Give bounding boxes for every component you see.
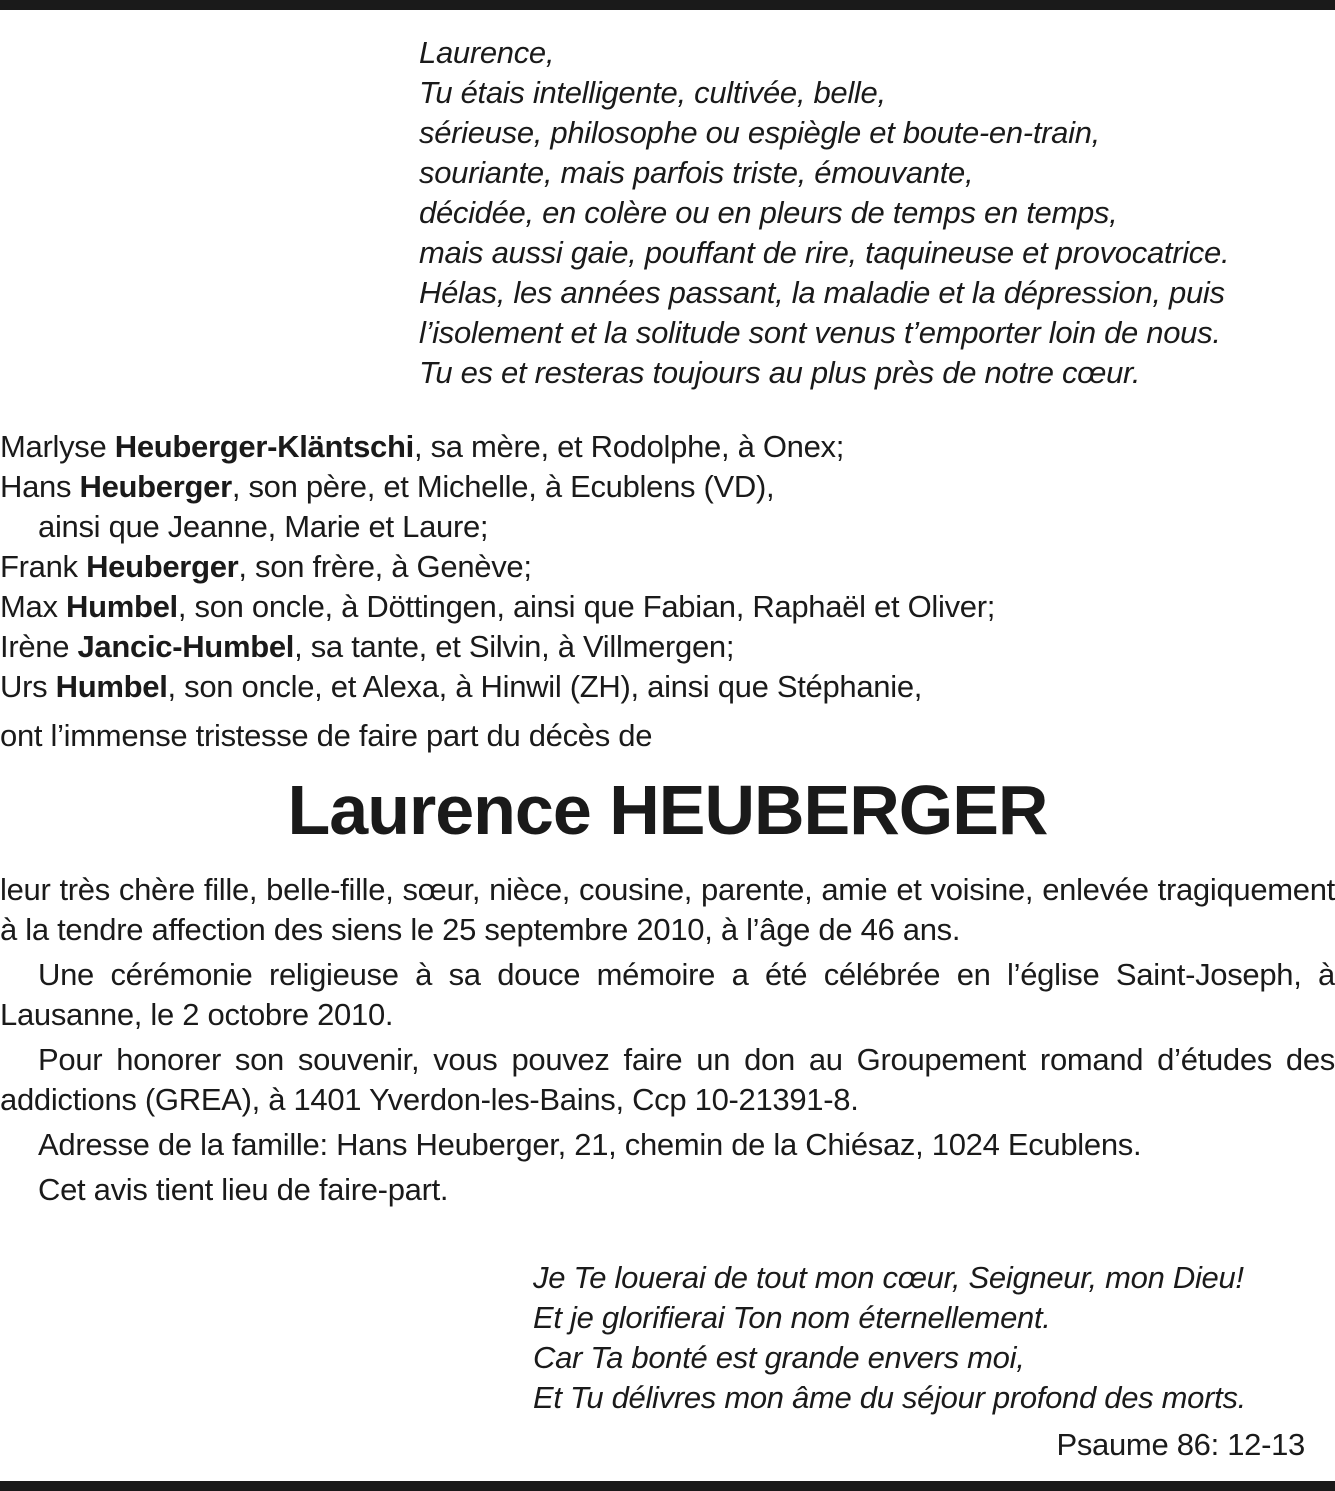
poem-line: l’isolement et la solitude sont venus t’emporter loin de nous. (419, 315, 1221, 350)
poem-line: Tu es et resteras toujours au plus près de notre cœur. (419, 355, 1141, 390)
relation: , son oncle, et Alexa, à Hinwil (ZH), ainsi que Stéphanie, (167, 669, 923, 704)
poem-line: sérieuse, philosophe ou espiègle et boute-en-train, (419, 115, 1100, 150)
relation: , son père, et Michelle, à Ecublens (VD), (231, 469, 775, 504)
poem-line: Hélas, les années passant, la maladie et la dépression, puis (419, 275, 1225, 310)
relation: , son frère, à Genève; (238, 549, 532, 584)
relation: , son oncle, à Döttingen, ainsi que Fabian, Raphaël et Oliver; (177, 589, 996, 624)
surname: Heuberger (86, 549, 239, 584)
paragraph-ceremony: Une cérémonie religieuse à sa douce mémoire a été célébrée en l’église Saint-Joseph, à Lausanne, le 2 octobre 2010. (0, 957, 1335, 1032)
family-member (0, 627, 995, 667)
relation: , sa mère, et Rodolphe, à Onex; (413, 429, 845, 464)
family-member (0, 667, 995, 707)
poem-line: mais aussi gaie, pouffant de rire, taquineuse et provocatrice. (419, 235, 1230, 270)
surname: Humbel (65, 589, 178, 624)
family-member (0, 587, 995, 627)
psalm-line: Car Ta bonté est grande envers moi, (533, 1340, 1025, 1375)
first-name: Urs (0, 669, 56, 704)
poem-line: Laurence, (419, 35, 555, 70)
family-member (0, 427, 995, 467)
first-name: Marlyse (0, 429, 115, 464)
obituary-body (0, 870, 1335, 1215)
first-name: Hans (0, 469, 80, 504)
family-list (0, 427, 995, 707)
surname: Heuberger (79, 469, 232, 504)
bottom-border-rule (0, 1481, 1335, 1491)
surname: Heuberger-Kläntschi (114, 429, 414, 464)
family-member-continuation: ainsi que Jeanne, Marie et Laure; (38, 509, 489, 544)
surname: Humbel (55, 669, 168, 704)
top-border-rule (0, 0, 1335, 10)
psalm-line: Je Te louerai de tout mon cœur, Seigneur, mon Dieu! (533, 1260, 1244, 1295)
psalm-line: Et je glorifierai Ton nom éternellement. (533, 1300, 1051, 1335)
paragraph-relationship: leur très chère fille, belle-fille, sœur, nièce, cousine, parente, amie et voisine, enlevée tragiquement à la tendre affection des siens le 25 septembre 2010, à l’âge de 46 ans. (0, 872, 1335, 947)
paragraph-notice: Cet avis tient lieu de faire-part. (38, 1172, 449, 1207)
relation: , sa tante, et Silvin, à Villmergen; (294, 629, 735, 664)
deceased-name: Laurence HEUBERGER (287, 771, 1048, 849)
paragraph-donation: Pour honorer son souvenir, vous pouvez faire un don au Groupement romand d’études des addictions (GREA), à 1401 Yverdon-les-Bains, Ccp 10-21391-8. (0, 1042, 1335, 1117)
surname: Jancic-Humbel (77, 629, 295, 664)
psalm-line: Et Tu délivres mon âme du séjour profond des morts. (533, 1380, 1246, 1415)
opening-poem (419, 33, 1229, 393)
first-name: Irène (0, 629, 78, 664)
family-member (0, 547, 995, 587)
poem-line: souriante, mais parfois triste, émouvante, (419, 155, 974, 190)
poem-line: décidée, en colère ou en pleurs de temps en temps, (419, 195, 1118, 230)
psalm-reference: Psaume 86: 12-13 (1056, 1427, 1305, 1462)
first-name: Max (0, 589, 66, 624)
announcement-text: ont l’immense tristesse de faire part du décès de (0, 718, 653, 753)
family-member (0, 467, 995, 507)
paragraph-family-address: Adresse de la famille: Hans Heuberger, 21, chemin de la Chiésaz, 1024 Ecublens. (38, 1127, 1142, 1162)
poem-line: Tu étais intelligente, cultivée, belle, (419, 75, 886, 110)
first-name: Frank (0, 549, 87, 584)
psalm-quote (533, 1258, 1246, 1418)
